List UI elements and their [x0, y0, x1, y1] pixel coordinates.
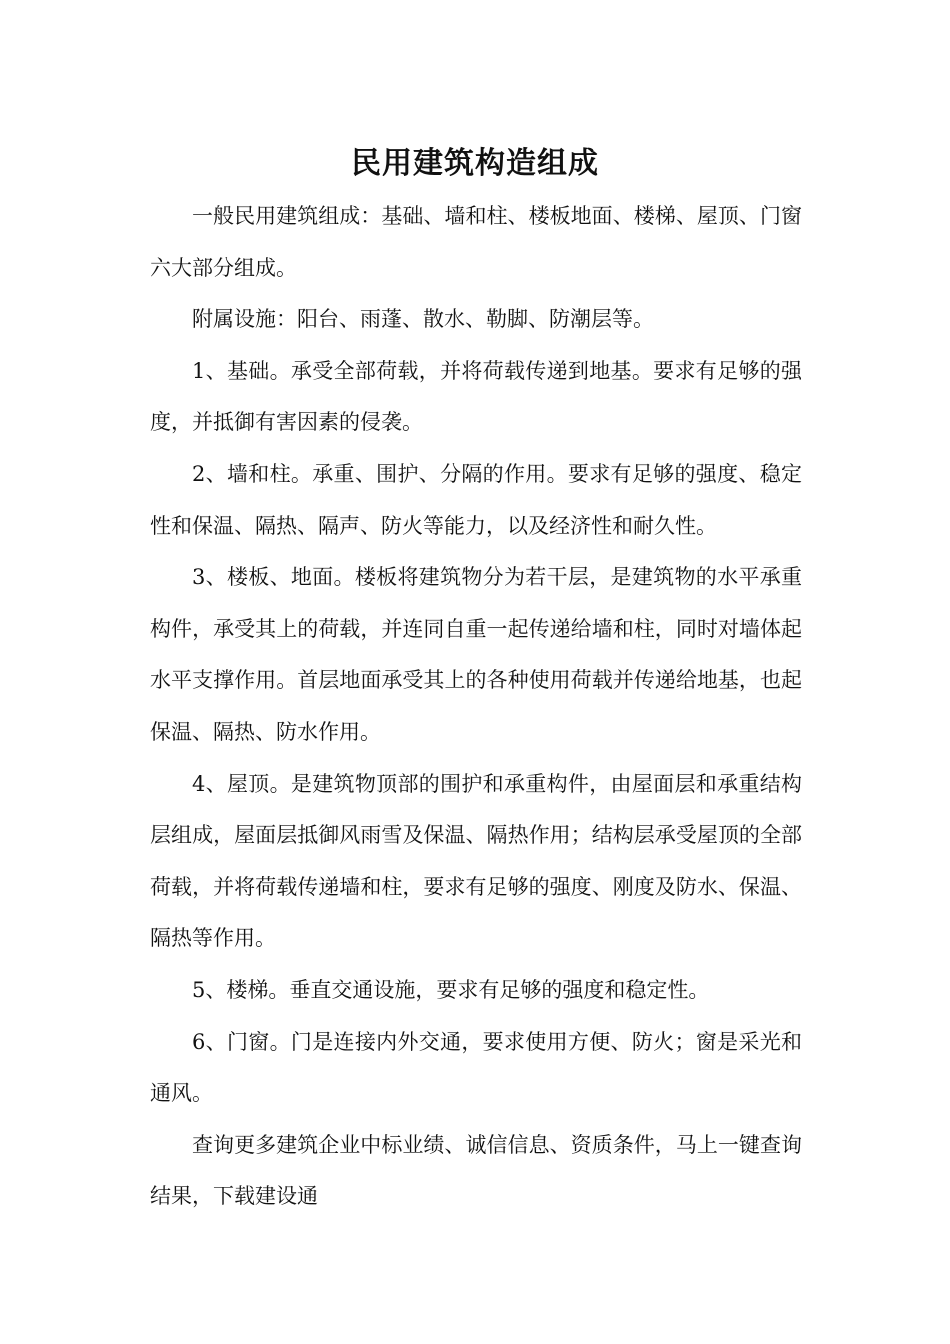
paragraph-ancillary-facilities: 附属设施：阳台、雨蓬、散水、勒脚、防潮层等。 [192, 307, 654, 332]
paragraph-roof: 4、屋顶。是建筑物顶部的围护和承重构件，由屋面层和承重结构层组成，屋面层抵御风雨雪及保温、隔热作用；结构层承受屋顶的全部荷载，并将荷载传递墙和柱，要求有足够的强度、刚度及防水、保温、隔热等作用。 [150, 771, 802, 951]
paragraph-doors-windows: 6、门窗。门是连接内外交通，要求使用方便、防火；窗是采光和通风。 [150, 1029, 802, 1106]
paragraph-foundation: 1、基础。承受全部荷载，并将荷载传递到地基。要求有足够的强度，并抵御有害因素的侵袭。 [150, 358, 802, 435]
paragraph-stairs: 5、楼梯。垂直交通设施，要求有足够的强度和稳定性。 [192, 977, 710, 1002]
document-body [150, 191, 802, 1223]
paragraph-promo: 查询更多建筑企业中标业绩、诚信信息、资质条件，马上一键查询结果，下载建设通 [150, 1132, 802, 1209]
paragraph-composition: 一般民用建筑组成：基础、墙和柱、楼板地面、楼梯、屋顶、门窗六大部分组成。 [150, 204, 802, 280]
paragraph-walls-columns: 2、墙和柱。承重、围护、分隔的作用。要求有足够的强度、稳定性和保温、隔热、隔声、防火等能力，以及经济性和耐久性。 [150, 461, 802, 538]
document-title: 民用建筑构造组成 [351, 146, 599, 182]
paragraph-floors: 3、楼板、地面。楼板将建筑物分为若干层，是建筑物的水平承重构件，承受其上的荷载，并连同自重一起传递给墙和柱，同时对墙体起水平支撑作用。首层地面承受其上的各种使用荷载并传递给地基，也起保温、隔热、防水作用。 [150, 565, 802, 744]
